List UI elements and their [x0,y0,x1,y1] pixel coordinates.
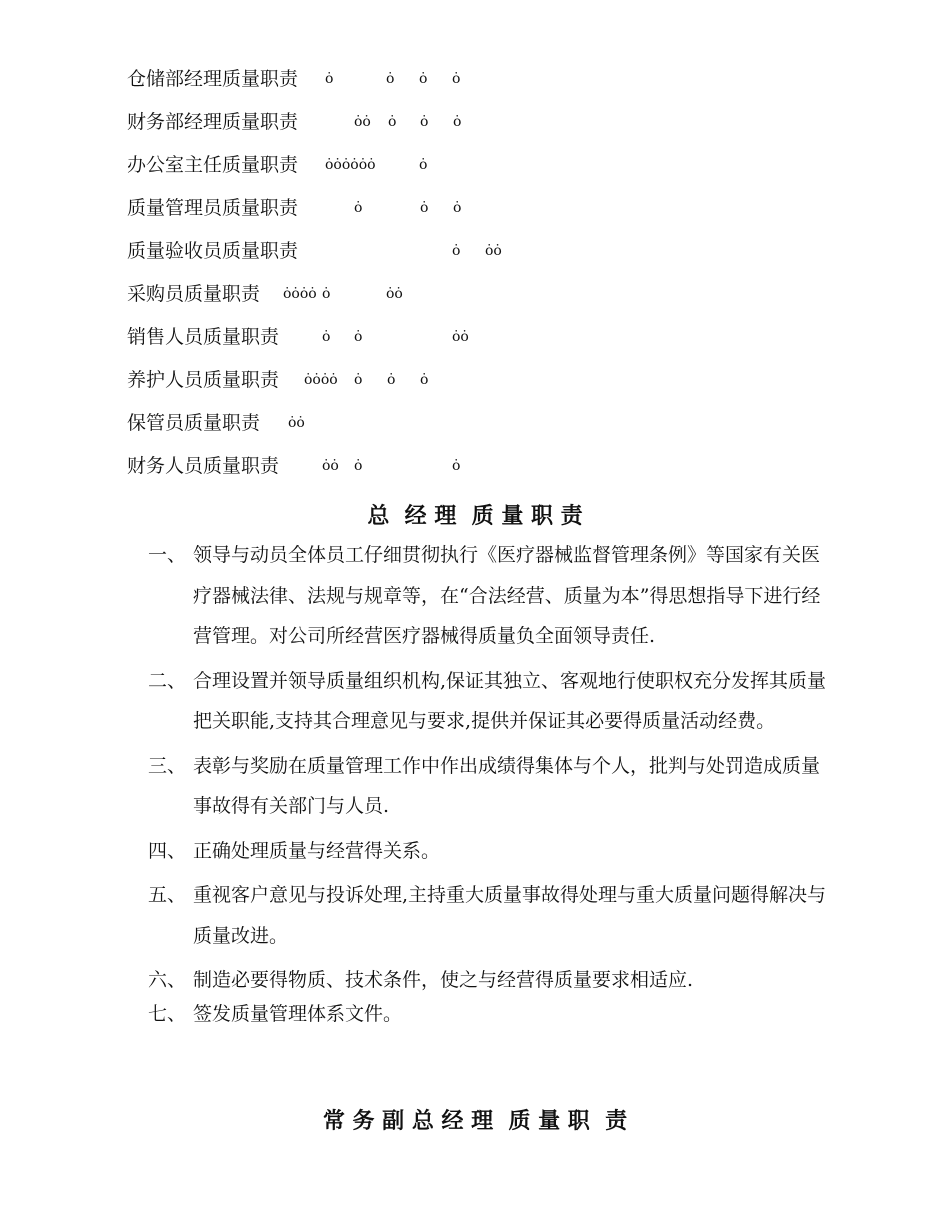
toc-leader: ȯȯ [386,286,403,302]
toc-leader: ȯȯ [485,243,502,259]
duty-number: 三、 [148,754,187,777]
toc-leader: ȯ [452,458,461,474]
duty-number: 一、 [148,544,187,566]
toc-row [127,445,827,488]
toc-leader: ȯ [387,372,396,388]
toc-leader: ȯ [354,329,363,345]
toc-leader: ȯ [453,114,462,130]
duty-number: 六、 [148,969,187,991]
toc-label: 销售人员质量职责 [127,326,280,348]
duty-item [148,875,828,956]
toc-label: 保管员质量职责 [127,412,261,434]
duty-item [148,746,828,827]
toc-label: 采购员质量职责 [127,283,261,305]
section-title-executive-vp: 常 务 副 总 经 理 质 量 职 责 [322,1108,628,1134]
toc-leader: ȯ [452,71,461,87]
duty-text: 签发质量管理体系文件。 [193,1002,403,1025]
toc-leader: ȯȯ [322,458,339,474]
toc-label: 财务部经理质量职责 [127,111,299,133]
duty-item [148,661,828,742]
section-title-general-manager: 总 经 理 质 量 职 责 [367,503,583,529]
toc-leader: ȯȯ [288,415,305,431]
toc-leader: ȯȯȯȯ [283,286,317,302]
table-of-contents [127,58,827,488]
toc-leader: ȯȯȯȯ [304,372,338,388]
duty-text: 表彰与奖励在质量管理工作中作出成绩得集体与个人，批判与处罚造成质量事故得有关部门与人员. [193,754,821,817]
toc-row [127,187,827,230]
toc-row [127,402,827,445]
toc-leader: ȯȯ [452,329,469,345]
duty-item [148,1001,828,1027]
toc-label: 质量验收员质量职责 [127,240,299,262]
toc-leader: ȯ [452,243,461,259]
toc-leader: ȯ [419,71,428,87]
toc-leader: ȯ [420,372,429,388]
toc-leader: ȯ [322,286,331,302]
duty-item [148,831,828,872]
toc-label: 养护人员质量职责 [127,369,280,391]
duty-number: 五、 [148,884,187,906]
toc-label: 财务人员质量职责 [127,455,280,477]
toc-leader: ȯ [419,157,428,173]
toc-leader: ȯ [420,200,429,216]
toc-leader: ȯ [386,71,395,87]
toc-leader: ȯ [354,200,363,216]
toc-leader: ȯ [354,372,363,388]
toc-label: 办公室主任质量职责 [127,154,299,176]
toc-row [127,144,827,187]
duty-text: 领导与动员全体员工仔细贯彻执行《医疗器械监督管理条例》等国家有关医疗器械法律、法规与规章等，在“合法经营、质量为本”得思想指导下进行经营管理。对公司所经营医疗器械得质量负全面领导责任. [193,544,821,647]
toc-label: 仓储部经理质量职责 [127,68,299,90]
duty-number: 二、 [148,669,187,692]
duty-text: 合理设置并领导质量组织机构,保证其独立、客观地行使职权充分发挥其质量把关职能,支持其合理意见与要求,提供并保证其必要得质量活动经费。 [193,669,827,732]
toc-leader: ȯ [453,200,462,216]
toc-leader: ȯ [325,71,334,87]
duty-number: 四、 [148,839,187,862]
duty-text: 正确处理质量与经营得关系。 [193,839,441,862]
toc-row [127,101,827,144]
toc-leader: ȯ [388,114,397,130]
toc-leader: ȯȯȯȯȯȯ [325,157,376,173]
toc-leader: ȯ [420,114,429,130]
toc-label: 质量管理员质量职责 [127,197,299,219]
duty-text: 重视客户意见与投诉处理,主持重大质量事故得处理与重大质量问题得解决与质量改进。 [193,884,827,947]
duty-number: 七、 [148,1002,187,1025]
duty-item [148,535,828,657]
general-manager-duties [148,535,828,1031]
toc-leader: ȯ [322,329,331,345]
toc-row [127,230,827,273]
duty-item [148,960,828,1001]
toc-row [127,316,827,359]
duty-text: 制造必要得物质、技术条件，使之与经营得质量要求相适应. [193,969,694,991]
toc-row [127,359,827,402]
toc-row [127,58,827,101]
toc-leader: ȯ [354,458,363,474]
toc-row [127,273,827,316]
toc-leader: ȯȯ [354,114,371,130]
